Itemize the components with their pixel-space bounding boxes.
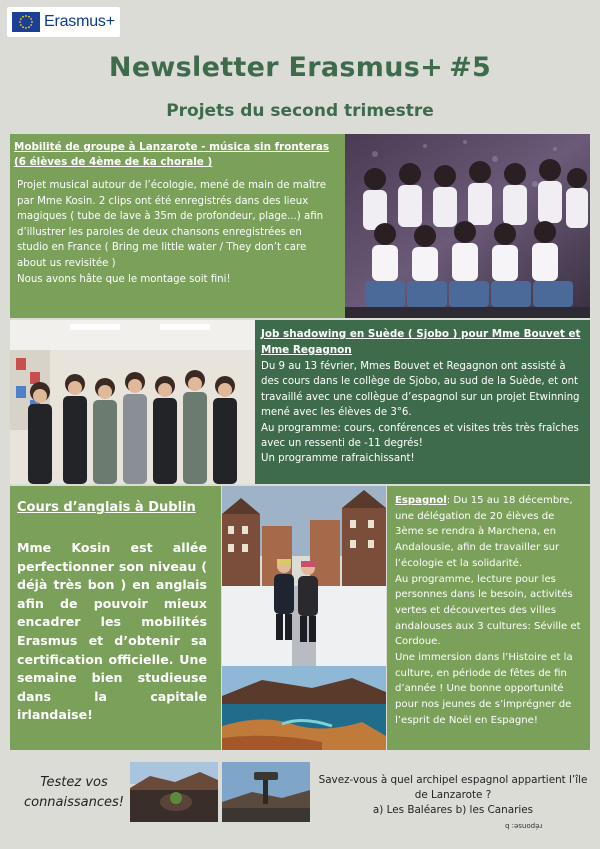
eu-flag-icon [12, 12, 40, 32]
quiz-question [318, 773, 588, 818]
lanzarote-section [10, 134, 345, 318]
sweden-section [255, 320, 590, 484]
spanish-intro: : Du 15 au 18 décembre, une délégation de 20 élèves de 3ème se rendra à Marchena, en Andalousie, afin de travailler sur l’écologie et la solidarité. [395, 495, 573, 569]
lanzarote-coast-photo [222, 666, 386, 750]
lanzarote-heading-line2: (6 élèves de 4ème de ka chorale ) [14, 156, 213, 168]
dublin-body: Mme Kosin est allée perfectionner son niveau ( déjà très bon ) en anglais afin de pouvoir mieux encadrer les mobilités Erasmus et d’obtenir sa certification officielle. Une semaine bien studieuse dans la capitale irlandaise! [17, 540, 207, 723]
quiz-label-line1: Testez vos [40, 775, 108, 790]
sweden-paragraph: Au programme: cours, conférences et visites très très fraîches avec un ressenti de -11 degrés! [261, 422, 579, 450]
quiz-solution: réponse: b [505, 822, 543, 830]
erasmus-logo [7, 7, 120, 37]
spanish-paragraph [395, 493, 585, 572]
dublin-heading: Cours d’anglais à Dublin [17, 500, 196, 515]
sweden-paragraph: Du 9 au 13 février, Mmes Bouvet et Regagnon ont assisté à des cours dans le collège de Sjobo, au sud de la Suède, et ont travaillé avec une collègue d’espagnol sur un projet Etwinning mené avec les élèves de 3°6. [261, 361, 580, 419]
monument-photo [222, 762, 310, 822]
logo-text: Erasmus+ [44, 13, 115, 30]
quiz-question-text: Savez-vous à quel archipel espagnol appartient l’île de Lanzarote ? [318, 774, 588, 801]
lanzarote-paragraph: Nous avons hâte que le montage soit fini! [17, 273, 231, 285]
volcanic-landscape-photo [130, 762, 218, 822]
spanish-paragraph: Au programme, lecture pour les personnes dans le besoin, activités vertes et découvertes des villes andalouses aux 3 cultures: Séville et Cordoue. [395, 573, 581, 648]
quiz-label [18, 773, 130, 813]
sweden-heading: Job shadowing en Suède ( Sjobo ) pour Mme Bouvet et Mme Regagnon [261, 328, 581, 356]
sweden-paragraph: Un programme rafraichissant! [261, 453, 415, 465]
lanzarote-heading [14, 140, 344, 170]
spanish-body [395, 493, 585, 729]
lanzarote-heading-line1: Mobilité de groupe à Lanzarote - música sin fronteras [14, 141, 330, 153]
quiz-answers: a) Les Baléares b) les Canaries [372, 804, 534, 816]
choir-group-photo [345, 134, 590, 318]
spanish-paragraph: Une immersion dans l’Histoire et la culture, en période de fêtes de fin d’année ! Une bonne opportunité pour nos jeunes de s’imprégner de l’esprit de Noël en Espagne! [395, 652, 573, 726]
spanish-section [387, 486, 590, 750]
sweden-classroom-photo [10, 320, 255, 484]
snowy-street-photo [222, 486, 386, 666]
page-title [0, 52, 600, 83]
issue-number: #5 [449, 52, 492, 83]
lanzarote-body [17, 178, 335, 287]
spanish-label: Espagnol [395, 495, 447, 506]
quiz-label-line2: connaissances! [23, 795, 125, 810]
sweden-body [261, 359, 583, 467]
lanzarote-paragraph: Projet musical autour de l’écologie, mené de main de maître par Mme Kosin. 2 clips ont été enregistrés dans des lieux magiques ( tube de lave à 35m de profondeur, plage...) afin d’illustrer les paroles de deux chansons enregistrées en studio en France ( Bring me little water / They don’t care about us revisitée ) [17, 180, 326, 269]
title-text: Newsletter Erasmus+ [108, 52, 444, 83]
dublin-section [10, 486, 221, 750]
page-subtitle: Projets du second trimestre [166, 101, 434, 121]
